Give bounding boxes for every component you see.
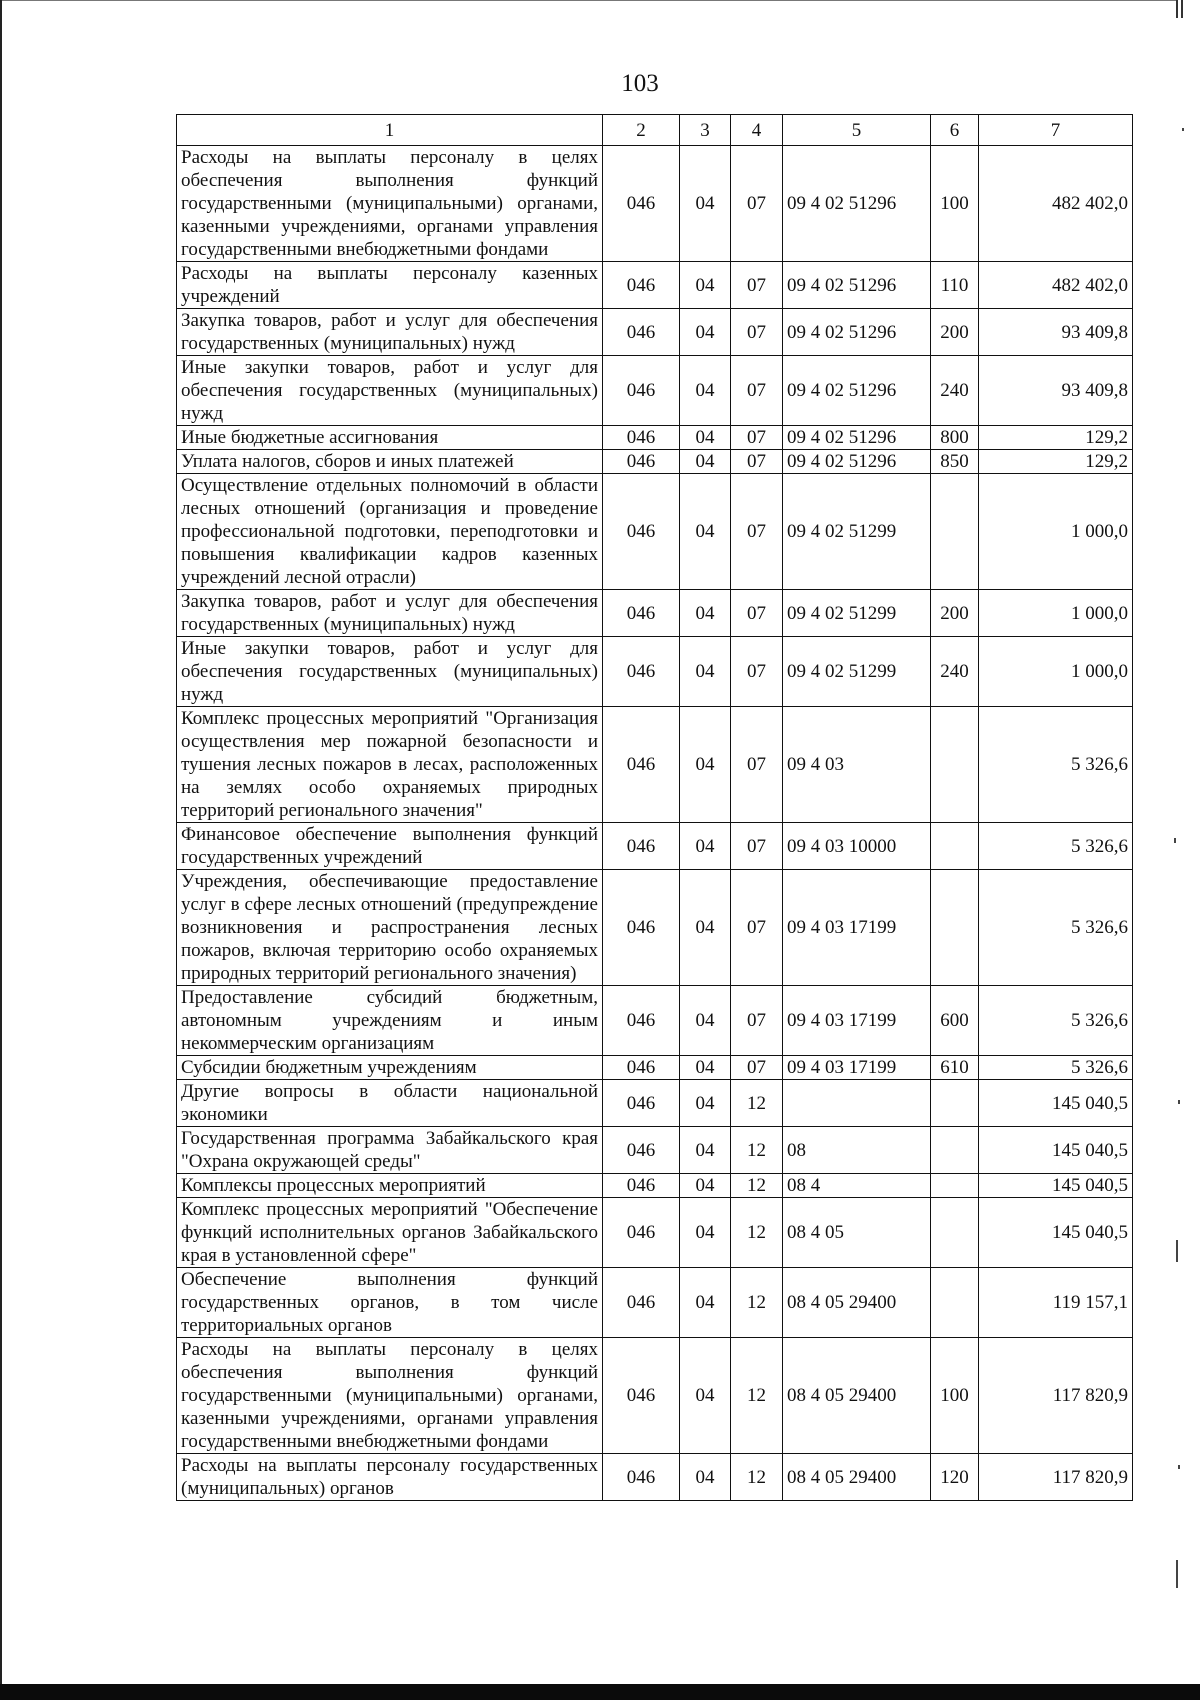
section-code-cell: 04 (680, 1454, 731, 1501)
expense-description-cell: Закупка товаров, работ и услуг для обеспечения государственных (муниципальных) нужд (177, 309, 603, 356)
page-number: 103 (621, 70, 659, 97)
expense-type-code-cell (931, 1174, 979, 1198)
admin-code-cell: 046 (603, 474, 680, 590)
amount-cell: 1 000,0 (979, 637, 1133, 707)
expense-type-code-cell (931, 1127, 979, 1174)
section-code-cell: 04 (680, 426, 731, 450)
expense-description-cell: Расходы на выплаты персоналу казенных учреждений (177, 262, 603, 309)
table-row (177, 474, 1133, 590)
expense-type-code-cell: 200 (931, 590, 979, 637)
expense-description-cell: Финансовое обеспечение выполнения функций государственных учреждений (177, 823, 603, 870)
table-row (177, 426, 1133, 450)
table-row (177, 1127, 1133, 1174)
table-row (177, 870, 1133, 986)
scan-speck (1176, 1240, 1178, 1262)
amount-cell: 129,2 (979, 426, 1133, 450)
expense-description-cell: Уплата налогов, сборов и иных платежей (177, 450, 603, 474)
table-row (177, 590, 1133, 637)
expense-description-cell: Обеспечение выполнения функций государственных органов, в том числе территориальных органов (177, 1268, 603, 1338)
target-article-code-cell: 09 4 03 17199 (783, 986, 931, 1056)
target-article-code-cell: 08 4 (783, 1174, 931, 1198)
expense-description-cell: Расходы на выплаты персоналу государственных (муниципальных) органов (177, 1454, 603, 1501)
target-article-code-cell: 09 4 02 51296 (783, 146, 931, 262)
table-row (177, 1198, 1133, 1268)
expense-type-code-cell (931, 1080, 979, 1127)
scan-speck (1182, 128, 1184, 131)
expense-type-code-cell (931, 823, 979, 870)
amount-cell: 5 326,6 (979, 707, 1133, 823)
section-code-cell: 04 (680, 262, 731, 309)
subsection-code-cell: 07 (731, 823, 783, 870)
target-article-code-cell: 09 4 03 17199 (783, 870, 931, 986)
section-code-cell: 04 (680, 146, 731, 262)
section-code-cell: 04 (680, 870, 731, 986)
amount-cell: 5 326,6 (979, 823, 1133, 870)
expense-description-cell: Закупка товаров, работ и услуг для обеспечения государственных (муниципальных) нужд (177, 590, 603, 637)
column-header: 5 (783, 115, 931, 146)
admin-code-cell: 046 (603, 146, 680, 262)
amount-cell: 5 326,6 (979, 870, 1133, 986)
subsection-code-cell: 12 (731, 1454, 783, 1501)
subsection-code-cell: 07 (731, 474, 783, 590)
expense-type-code-cell: 600 (931, 986, 979, 1056)
subsection-code-cell: 12 (731, 1174, 783, 1198)
table-row (177, 1056, 1133, 1080)
table-row (177, 823, 1133, 870)
subsection-code-cell: 07 (731, 870, 783, 986)
section-code-cell: 04 (680, 474, 731, 590)
admin-code-cell: 046 (603, 1454, 680, 1501)
admin-code-cell: 046 (603, 1268, 680, 1338)
amount-cell: 119 157,1 (979, 1268, 1133, 1338)
target-article-code-cell: 09 4 02 51299 (783, 637, 931, 707)
section-code-cell: 04 (680, 1268, 731, 1338)
target-article-code-cell: 08 4 05 29400 (783, 1338, 931, 1454)
section-code-cell: 04 (680, 823, 731, 870)
subsection-code-cell: 12 (731, 1268, 783, 1338)
amount-cell: 5 326,6 (979, 986, 1133, 1056)
column-header: 6 (931, 115, 979, 146)
admin-code-cell: 046 (603, 986, 680, 1056)
table-row (177, 1454, 1133, 1501)
column-header: 7 (979, 115, 1133, 146)
expense-type-code-cell: 200 (931, 309, 979, 356)
admin-code-cell: 046 (603, 1080, 680, 1127)
admin-code-cell: 046 (603, 590, 680, 637)
expense-type-code-cell (931, 1268, 979, 1338)
admin-code-cell: 046 (603, 1338, 680, 1454)
admin-code-cell: 046 (603, 450, 680, 474)
subsection-code-cell: 12 (731, 1198, 783, 1268)
table-row (177, 637, 1133, 707)
admin-code-cell: 046 (603, 309, 680, 356)
target-article-code-cell: 08 4 05 29400 (783, 1268, 931, 1338)
expense-description-cell: Расходы на выплаты персоналу в целях обеспечения выполнения функций государственными (муниципальными) органами, казенными учреждениями, органами управления государственными внебюджетными фондами (177, 1338, 603, 1454)
admin-code-cell: 046 (603, 1198, 680, 1268)
subsection-code-cell: 07 (731, 707, 783, 823)
table-row (177, 1268, 1133, 1338)
expense-type-code-cell: 850 (931, 450, 979, 474)
section-code-cell: 04 (680, 637, 731, 707)
admin-code-cell: 046 (603, 262, 680, 309)
admin-code-cell: 046 (603, 870, 680, 986)
amount-cell: 482 402,0 (979, 262, 1133, 309)
scan-speck (1178, 1100, 1180, 1104)
header-row (177, 115, 1133, 146)
expense-description-cell: Комплекс процессных мероприятий "Обеспечение функций исполнительных органов Забайкальского края в установленной сфере" (177, 1198, 603, 1268)
column-header: 3 (680, 115, 731, 146)
table-row (177, 146, 1133, 262)
table-row (177, 309, 1133, 356)
column-header: 4 (731, 115, 783, 146)
admin-code-cell: 046 (603, 823, 680, 870)
amount-cell: 93 409,8 (979, 356, 1133, 426)
expense-type-code-cell (931, 474, 979, 590)
amount-cell: 482 402,0 (979, 146, 1133, 262)
table-row (177, 1338, 1133, 1454)
admin-code-cell: 046 (603, 426, 680, 450)
subsection-code-cell: 12 (731, 1338, 783, 1454)
section-code-cell: 04 (680, 1056, 731, 1080)
section-code-cell: 04 (680, 1127, 731, 1174)
table-row (177, 1080, 1133, 1127)
scan-bottom-edge (0, 1684, 1200, 1700)
target-article-code-cell: 08 (783, 1127, 931, 1174)
scan-top-edge (0, 0, 1178, 1)
scan-speck (1174, 838, 1176, 843)
subsection-code-cell: 07 (731, 637, 783, 707)
expense-type-code-cell: 100 (931, 1338, 979, 1454)
target-article-code-cell: 09 4 03 (783, 707, 931, 823)
target-article-code-cell: 09 4 02 51296 (783, 309, 931, 356)
subsection-code-cell: 07 (731, 146, 783, 262)
section-code-cell: 04 (680, 590, 731, 637)
amount-cell: 1 000,0 (979, 590, 1133, 637)
subsection-code-cell: 07 (731, 262, 783, 309)
expense-description-cell: Государственная программа Забайкальского края "Охрана окружающей среды" (177, 1127, 603, 1174)
subsection-code-cell: 07 (731, 450, 783, 474)
section-code-cell: 04 (680, 450, 731, 474)
column-header: 1 (177, 115, 603, 146)
scan-corner-mark (1181, 0, 1183, 18)
section-code-cell: 04 (680, 1198, 731, 1268)
subsection-code-cell: 07 (731, 309, 783, 356)
expense-description-cell: Субсидии бюджетным учреждениям (177, 1056, 603, 1080)
expense-type-code-cell: 120 (931, 1454, 979, 1501)
target-article-code-cell: 09 4 02 51296 (783, 450, 931, 474)
subsection-code-cell: 12 (731, 1080, 783, 1127)
subsection-code-cell: 12 (731, 1127, 783, 1174)
section-code-cell: 04 (680, 986, 731, 1056)
expense-type-code-cell: 110 (931, 262, 979, 309)
amount-cell: 1 000,0 (979, 474, 1133, 590)
admin-code-cell: 046 (603, 637, 680, 707)
expense-type-code-cell: 240 (931, 637, 979, 707)
section-code-cell: 04 (680, 356, 731, 426)
section-code-cell: 04 (680, 1338, 731, 1454)
amount-cell: 129,2 (979, 450, 1133, 474)
scan-speck (1178, 1465, 1180, 1469)
expense-description-cell: Предоставление субсидий бюджетным, автономным учреждениям и иным некоммерческим организациям (177, 986, 603, 1056)
expense-type-code-cell: 100 (931, 146, 979, 262)
admin-code-cell: 046 (603, 707, 680, 823)
expense-description-cell: Иные бюджетные ассигнования (177, 426, 603, 450)
section-code-cell: 04 (680, 309, 731, 356)
admin-code-cell: 046 (603, 1174, 680, 1198)
expense-type-code-cell: 800 (931, 426, 979, 450)
table-row (177, 450, 1133, 474)
table-body (177, 146, 1133, 1501)
expense-description-cell: Другие вопросы в области национальной экономики (177, 1080, 603, 1127)
expense-type-code-cell: 240 (931, 356, 979, 426)
expense-type-code-cell (931, 870, 979, 986)
section-code-cell: 04 (680, 707, 731, 823)
column-header: 2 (603, 115, 680, 146)
subsection-code-cell: 07 (731, 590, 783, 637)
expense-description-cell: Расходы на выплаты персоналу в целях обеспечения выполнения функций государственными (муниципальными) органами, казенными учреждениями, органами управления государственными внебюджетными фондами (177, 146, 603, 262)
expense-description-cell: Комплексы процессных мероприятий (177, 1174, 603, 1198)
admin-code-cell: 046 (603, 1127, 680, 1174)
target-article-code-cell: 09 4 02 51296 (783, 356, 931, 426)
budget-table (176, 114, 1133, 1501)
target-article-code-cell: 09 4 03 17199 (783, 1056, 931, 1080)
subsection-code-cell: 07 (731, 426, 783, 450)
expense-description-cell: Комплекс процессных мероприятий "Организация осуществления мер пожарной безопасности и тушения лесных пожаров в лесах, расположенных на землях особо охраняемых природных территорий регионального значения" (177, 707, 603, 823)
expense-description-cell: Учреждения, обеспечивающие предоставление услуг в сфере лесных отношений (предупреждение возникновения и распространения лесных пожаров, включая территорию особо охраняемых природных территорий регионального значения) (177, 870, 603, 986)
subsection-code-cell: 07 (731, 356, 783, 426)
amount-cell: 145 040,5 (979, 1174, 1133, 1198)
amount-cell: 117 820,9 (979, 1454, 1133, 1501)
target-article-code-cell: 09 4 02 51296 (783, 426, 931, 450)
table-row (177, 986, 1133, 1056)
table-row (177, 707, 1133, 823)
target-article-code-cell: 08 4 05 29400 (783, 1454, 931, 1501)
table-row (177, 1174, 1133, 1198)
expense-description-cell: Осуществление отдельных полномочий в области лесных отношений (организация и проведение профессиональной подготовки, переподготовки и повышения квалификации кадров казенных учреждений лесной отрасли) (177, 474, 603, 590)
amount-cell: 145 040,5 (979, 1080, 1133, 1127)
section-code-cell: 04 (680, 1080, 731, 1127)
table-row (177, 356, 1133, 426)
amount-cell: 5 326,6 (979, 1056, 1133, 1080)
target-article-code-cell: 09 4 02 51296 (783, 262, 931, 309)
target-article-code-cell (783, 1080, 931, 1127)
target-article-code-cell: 09 4 02 51299 (783, 590, 931, 637)
amount-cell: 145 040,5 (979, 1198, 1133, 1268)
expense-description-cell: Иные закупки товаров, работ и услуг для обеспечения государственных (муниципальных) нужд (177, 356, 603, 426)
scan-speck (1176, 1560, 1178, 1588)
amount-cell: 93 409,8 (979, 309, 1133, 356)
scan-left-edge (0, 0, 2, 1686)
expense-type-code-cell (931, 1198, 979, 1268)
expense-type-code-cell (931, 707, 979, 823)
target-article-code-cell: 09 4 03 10000 (783, 823, 931, 870)
expense-type-code-cell: 610 (931, 1056, 979, 1080)
table-row (177, 262, 1133, 309)
admin-code-cell: 046 (603, 356, 680, 426)
subsection-code-cell: 07 (731, 986, 783, 1056)
target-article-code-cell: 09 4 02 51299 (783, 474, 931, 590)
section-code-cell: 04 (680, 1174, 731, 1198)
scan-corner-mark (1176, 0, 1178, 18)
subsection-code-cell: 07 (731, 1056, 783, 1080)
amount-cell: 145 040,5 (979, 1127, 1133, 1174)
expense-description-cell: Иные закупки товаров, работ и услуг для обеспечения государственных (муниципальных) нужд (177, 637, 603, 707)
target-article-code-cell: 08 4 05 (783, 1198, 931, 1268)
amount-cell: 117 820,9 (979, 1338, 1133, 1454)
admin-code-cell: 046 (603, 1056, 680, 1080)
